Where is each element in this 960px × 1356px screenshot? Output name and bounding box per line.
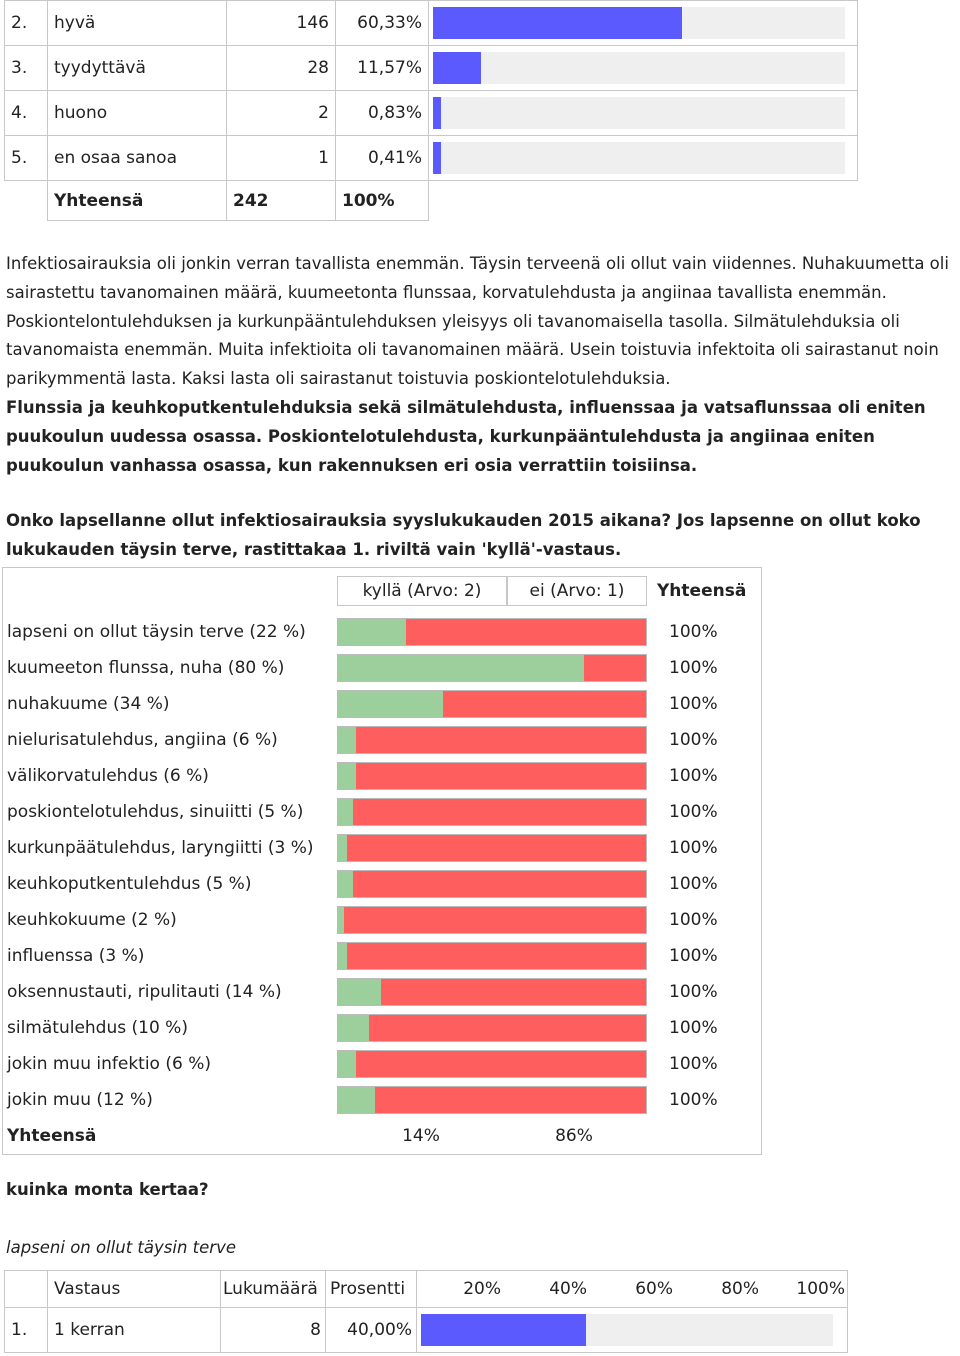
matrix-row [3,866,762,902]
total-count: 242 [227,181,336,221]
row-count: 1 [227,136,336,181]
table-row [5,136,858,181]
stacked-bar [337,618,647,646]
matrix-total-row [3,1118,762,1155]
bar-no-segment [353,799,646,825]
matrix-row-label: kurkunpäätulehdus, laryngiitti (3 %) [7,838,314,858]
matrix-row-total: 100% [669,766,718,786]
row-count: 146 [227,1,336,46]
row-number: 2. [5,1,48,46]
bar-no-segment [375,1087,646,1113]
row-number: 5. [5,136,48,181]
table-row [5,91,858,136]
summary-bold-text: Flunssia ja keuhkoputkentulehduksia sekä silmätulehdusta, influenssaa ja vatsaflunssaa oli eniten puukoulun uudessa osassa. Poskiontelotulehdusta, kurkunpääntulehdusta ja angiinaa eniten puukoulun vanhassa osassa, kun rakennuksen eri osia verrattiin toisiinsa. [6,397,926,475]
stacked-bar [337,1050,647,1078]
bar-no-segment [443,691,646,717]
question-2-title: kuinka monta kertaa? [6,1180,209,1199]
row-number: 3. [5,46,48,91]
matrix-row-total: 100% [669,1054,718,1074]
bar-no-segment [356,1051,646,1077]
bar-fill [421,1314,586,1346]
row-percent: 11,57% [336,46,429,91]
row-label: hyvä [48,1,227,46]
bar-yes-segment [338,1051,356,1077]
total-row [5,181,858,221]
bar-no-segment [369,1015,646,1041]
bar-fill [433,97,441,129]
matrix-total-yes: 14% [402,1126,440,1146]
bar-no-segment [381,979,646,1005]
matrix-row-label: välikorvatulehdus (6 %) [7,766,209,786]
results-table-3 [4,1270,848,1353]
matrix-total-label: Yhteensä [7,1126,97,1146]
bar-track [433,52,845,84]
bar-no-segment [347,943,646,969]
header-percent: Prosentti [326,1271,417,1308]
table-row [5,1308,848,1353]
stacked-bar [337,834,647,862]
bar-fill [433,142,441,174]
row-percent: 0,41% [336,136,429,181]
matrix-row-total: 100% [669,1018,718,1038]
matrix-row-total: 100% [669,1090,718,1110]
bar-yes-segment [338,727,356,753]
bar-track [433,142,845,174]
matrix-row-label: nuhakuume (34 %) [7,694,170,714]
total-label: Yhteensä [48,181,227,221]
row-number: 1. [5,1308,48,1353]
matrix-row [3,686,762,722]
stacked-bar [337,1086,647,1114]
scale-tick: 100% [796,1279,845,1299]
scale-tick: 20% [463,1279,501,1299]
matrix-row [3,758,762,794]
infection-matrix-table [2,567,762,1155]
table-row [5,46,858,91]
stacked-bar [337,978,647,1006]
row-label: en osaa sanoa [48,136,227,181]
bar-yes-segment [338,655,584,681]
matrix-row-label: jokin muu infektio (6 %) [7,1054,211,1074]
matrix-row [3,1046,762,1082]
bar-no-segment [353,871,646,897]
matrix-row-total: 100% [669,802,718,822]
bar-yes-segment [338,979,381,1005]
table-row [5,1,858,46]
row-number: 4. [5,91,48,136]
header-total: Yhteensä [657,581,747,601]
matrix-row-label: influenssa (3 %) [7,946,145,966]
matrix-row-label: keuhkokuume (2 %) [7,910,177,930]
stacked-bar [337,870,647,898]
matrix-row-total: 100% [669,694,718,714]
matrix-row-total: 100% [669,838,718,858]
bar-no-segment [356,727,646,753]
matrix-row [3,1082,762,1118]
scale-tick: 60% [635,1279,673,1299]
results-table-1 [4,0,858,221]
summary-paragraph [6,250,960,480]
row-percent: 60,33% [336,1,429,46]
bar-yes-segment [338,1087,375,1113]
header-yes: kyllä (Arvo: 2) [337,576,507,606]
stacked-bar [337,726,647,754]
percent-scale [417,1279,847,1299]
bar-track [433,97,845,129]
scale-tick: 40% [549,1279,587,1299]
row-count: 2 [227,91,336,136]
matrix-row [3,902,762,938]
stacked-bar [337,906,647,934]
bar-yes-segment [338,619,406,645]
matrix-row-total: 100% [669,730,718,750]
row-percent: 40,00% [326,1308,417,1353]
row-label: huono [48,91,227,136]
row-count: 28 [227,46,336,91]
question-title: Onko lapsellanne ollut infektiosairauksia syyslukukauden 2015 aikana? Jos lapsenne on ollut koko lukukauden täysin terve, rastittakaa 1. riviltä vain 'kyllä'-vastaus. [6,511,921,559]
matrix-total-no: 86% [555,1126,593,1146]
matrix-row-total: 100% [669,982,718,1002]
matrix-row [3,830,762,866]
bar-track [433,7,845,39]
bar-yes-segment [338,835,347,861]
bar-yes-segment [338,799,353,825]
matrix-row [3,722,762,758]
matrix-row-total: 100% [669,622,718,642]
matrix-row-label: nielurisatulehdus, angiina (6 %) [7,730,278,750]
stacked-bar [337,798,647,826]
bar-no-segment [347,835,646,861]
row-label: 1 kerran [48,1308,221,1353]
matrix-row-label: silmätulehdus (10 %) [7,1018,188,1038]
row-count: 8 [221,1308,326,1353]
matrix-row [3,650,762,686]
bar-no-segment [406,619,646,645]
matrix-row-label: jokin muu (12 %) [7,1090,153,1110]
matrix-row-label: lapseni on ollut täysin terve (22 %) [7,622,306,642]
row-percent: 0,83% [336,91,429,136]
matrix-row-label: poskiontelotulehdus, sinuiitti (5 %) [7,802,304,822]
bar-no-segment [356,763,646,789]
bar-no-segment [344,907,646,933]
bar-fill [433,52,481,84]
bar-yes-segment [338,1015,369,1041]
bar-yes-segment [338,763,356,789]
matrix-row-label: kuumeeton flunssa, nuha (80 %) [7,658,285,678]
header-count: Lukumäärä [221,1271,326,1308]
stacked-bar [337,1014,647,1042]
bar-fill [433,7,682,39]
table3-header-row [5,1271,848,1308]
matrix-row-total: 100% [669,658,718,678]
scale-tick: 80% [721,1279,759,1299]
matrix-row-total: 100% [669,874,718,894]
total-percent: 100% [336,181,429,221]
row-label: tyydyttävä [48,46,227,91]
header-answer: Vastaus [48,1271,221,1308]
bar-no-segment [584,655,646,681]
header-no: ei (Arvo: 1) [507,576,647,606]
bar-yes-segment [338,871,353,897]
matrix-row-total: 100% [669,910,718,930]
stacked-bar [337,654,647,682]
matrix-row-label: keuhkoputkentulehdus (5 %) [7,874,252,894]
bar-yes-segment [338,691,443,717]
stacked-bar [337,942,647,970]
summary-text: Infektiosairauksia oli jonkin verran tavallista enemmän. Täysin terveenä oli ollut vain viidennes. Nuhakuumetta oli sairastettu tavanomainen määrä, kuumeetonta flunssaa, korvatulehdusta ja angiinaa tavallista enemmän. Poskiontelontulehduksen ja kurkunpääntulehduksen yleisyys oli tavanomaisella tasolla. Silmätulehduksia oli tavanomaista enemmän. Muita infektioita oli tavanomainen määrä. Usein toistuvia infektoita oli sairastanut noin parikymmentä lasta. Kaksi lasta oli sairastanut toistuvia poskiontelotulehduksia. [6,254,949,389]
matrix-row [3,974,762,1010]
matrix-row-total: 100% [669,946,718,966]
matrix-row [3,614,762,650]
matrix-header-row [3,568,762,615]
stacked-bar [337,690,647,718]
matrix-row [3,1010,762,1046]
matrix-row [3,938,762,974]
bar-track [421,1314,833,1346]
stacked-bar [337,762,647,790]
matrix-row-label: oksennustauti, ripulitauti (14 %) [7,982,282,1002]
matrix-row [3,794,762,830]
bar-yes-segment [338,943,347,969]
question-2-subtitle: lapseni on ollut täysin terve [6,1238,236,1257]
